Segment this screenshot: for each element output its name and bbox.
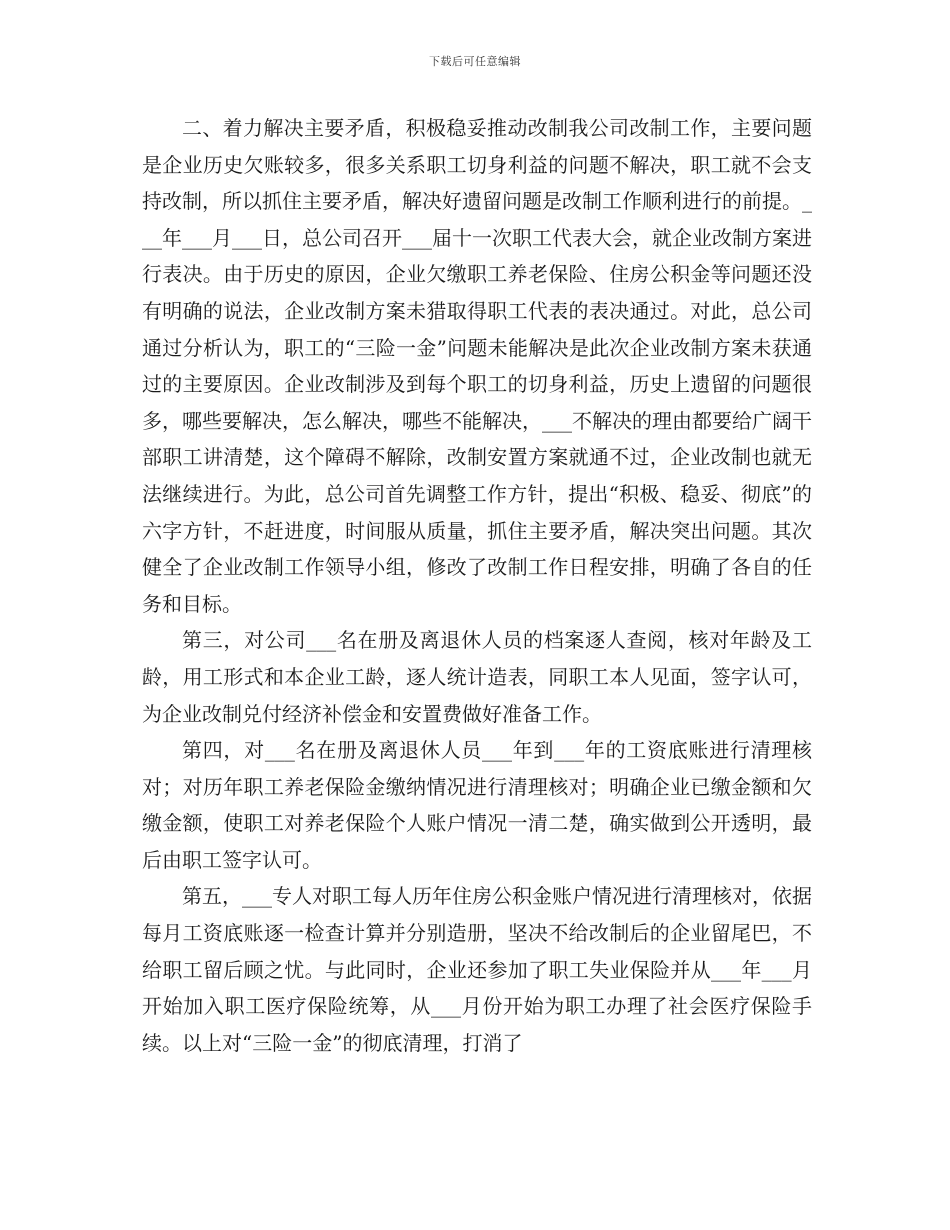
paragraph-fourth: 第四，对___名在册及离退休人员___年到___年的工资底账进行清理核对；对历年职工养老保险金缴纳情况进行清理核对；明确企业已缴金额和欠缴金额，使职工对养老保险个人账户情况一清二楚，确实做到公开透明，最后由职工签字认可。	[142, 738, 812, 872]
paragraph-reform-overview: 二、着力解决主要矛盾，积极稳妥推动改制我公司改制工作，主要问题是企业历史欠账较多，很多关系职工切身利益的问题不解决，职工就不会支持改制，所以抓住主要矛盾，解决好遗留问题是改制工作顺利进行的前提。___年___月___日，总公司召开___届十一次职工代表大会，就企业改制方案进行表决。由于历史的原因，企业欠缴职工养老保险、住房公积金等问题还没有明确的说法，企业改制方案未猎取得职工代表的表决通过。对此，总公司通过分析认为，职工的“三险一金”问题未能解决是此次企业改制方案未获通过的主要原因。企业改制涉及到每个职工的切身利益，历史上遗留的问题很多，哪些要解决，怎么解决，哪些不能解决，___不解决的理由都要给广阔干部职工讲清楚，这个障碍不解除，改制安置方案就通不过，企业改制也就无法继续进行。为此，总公司首先调整工作方针，提出“积极、稳妥、彻底”的六字方针，不赶进度，时间服从质量，抓住主要矛盾，解决突出问题。其次健全了企业改制工作领导小组，修改了改制工作日程安排，明确了各自的任务和目标。	[142, 116, 812, 616]
page-header: 下载后可任意编辑	[429, 55, 521, 68]
paragraph-fifth: 第五，___专人对职工每人历年住房公积金账户情况进行清理核对，依据每月工资底账逐一检查计算并分别造册，坚决不给改制后的企业留尾巴，不给职工留后顾之忧。与此同时，企业还参加了职工失业保险并从___年___月开始加入职工医疗保险统筹，从___月份开始为职工办理了社会医疗保险手续。以上对“三险一金”的彻底清理，打消了	[142, 884, 812, 1055]
document-body	[142, 110, 812, 1061]
paragraph-third: 第三，对公司___名在册及离退休人员的档案逐人查阅，核对年龄及工龄，用工形式和本企业工龄，逐人统计造表，同职工本人见面，签字认可，为企业改制兑付经济补偿金和安置费做好准备工作。	[142, 628, 812, 726]
